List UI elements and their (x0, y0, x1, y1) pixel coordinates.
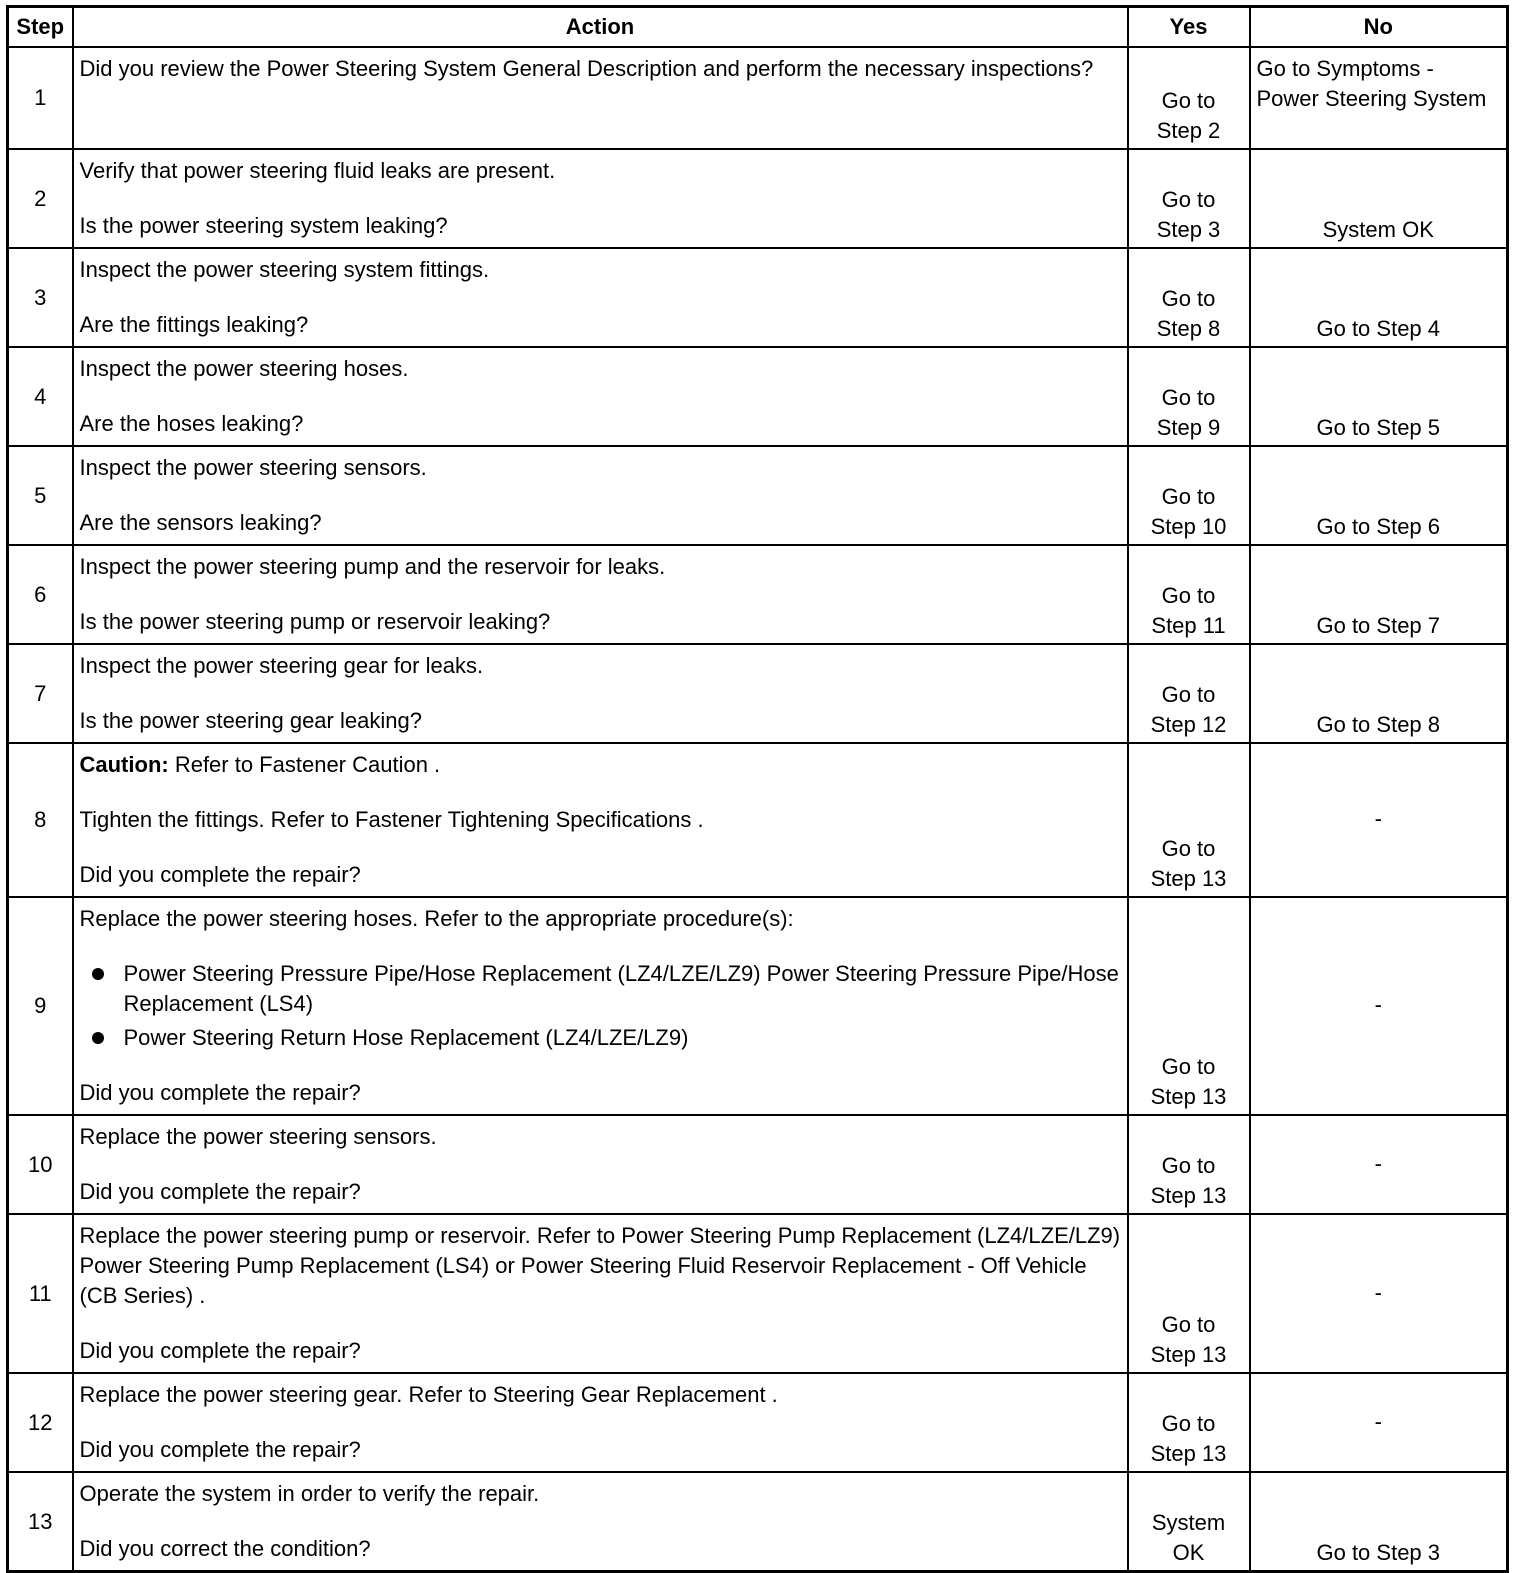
yes-cell (1128, 1373, 1250, 1472)
action-text: Did you complete the repair? (79, 1179, 361, 1204)
step-number: 11 (8, 1214, 73, 1373)
yes-cell (1128, 248, 1250, 347)
action-text: Are the sensors leaking? (79, 510, 322, 535)
action-paragraph (80, 255, 1121, 285)
action-paragraph (80, 409, 1121, 439)
yes-line: Go to (1161, 682, 1216, 707)
header-row (8, 7, 1508, 48)
yes-line: Step 9 (1156, 415, 1221, 440)
yes-line: Go to (1161, 1153, 1216, 1178)
table-row (8, 149, 1508, 248)
yes-line: Go to (1161, 88, 1216, 113)
procedure-link: Power Steering Pressure Pipe/Hose Replacement (LZ4/LZE/LZ9) Power Steering Pressure Pipe/Hose Replacement (LS4) (123, 961, 1119, 1016)
yes-cell (1128, 149, 1250, 248)
action-text: Did you complete the repair? (79, 1437, 361, 1462)
action-paragraph (80, 904, 1121, 934)
yes-line: Go to (1161, 187, 1216, 212)
action-paragraph (80, 607, 1121, 637)
header-step: Step (8, 7, 73, 48)
action-cell (73, 1115, 1128, 1214)
no-cell: Go to Step 8 (1250, 644, 1508, 743)
action-text: Verify that power steering fluid leaks are present. (79, 158, 556, 183)
action-text: Refer to Fastener Caution . (168, 752, 441, 777)
step-number: 9 (8, 897, 73, 1115)
yes-line: Step 13 (1150, 1441, 1227, 1466)
yes-line: Step 13 (1150, 1084, 1227, 1109)
no-cell: - (1250, 1115, 1508, 1214)
action-text: Is the power steering system leaking? (79, 213, 448, 238)
action-paragraph (80, 750, 1121, 780)
no-cell: Go to Step 5 (1250, 347, 1508, 446)
procedure-list (80, 959, 1121, 1053)
action-text: Did you complete the repair? (79, 1080, 361, 1105)
no-cell: Go to Symptoms - Power Steering System (1250, 47, 1508, 149)
yes-cell (1128, 1115, 1250, 1214)
table-row (8, 1115, 1508, 1214)
action-text: Is the power steering gear leaking? (79, 708, 422, 733)
table-row (8, 644, 1508, 743)
action-paragraph (80, 1078, 1121, 1108)
action-text: Are the hoses leaking? (79, 411, 304, 436)
bullet-icon (92, 968, 104, 980)
action-paragraph (80, 1122, 1121, 1152)
no-cell: - (1250, 1214, 1508, 1373)
action-paragraph (80, 706, 1121, 736)
yes-line: Go to (1161, 1411, 1216, 1436)
yes-line: Go to (1161, 385, 1216, 410)
action-paragraph (80, 1479, 1121, 1509)
table-row (8, 248, 1508, 347)
diagnostic-table (6, 5, 1509, 1573)
action-paragraph (80, 1534, 1121, 1564)
action-text: Inspect the power steering gear for leaks. (79, 653, 484, 678)
header-action: Action (73, 7, 1128, 48)
yes-line: Step 2 (1156, 118, 1221, 143)
action-paragraph (80, 1380, 1121, 1410)
step-number: 4 (8, 347, 73, 446)
action-text: Replace the power steering pump or reservoir. Refer to Power Steering Pump Replacement (LZ4/LZE/LZ9) Power Steering Pump Replacement (LS4) or Power Steering Fluid Reservoir Replacement - Off Vehicle (CB Series) . (79, 1223, 1121, 1308)
action-cell (73, 743, 1128, 897)
yes-line: Go to (1161, 1054, 1216, 1079)
action-text: Did you complete the repair? (79, 862, 361, 887)
action-text: Did you correct the condition? (79, 1536, 371, 1561)
yes-cell (1128, 347, 1250, 446)
action-paragraph (80, 1177, 1121, 1207)
action-text: Inspect the power steering hoses. (79, 356, 409, 381)
action-cell (73, 149, 1128, 248)
yes-line: Step 8 (1156, 316, 1221, 341)
action-text: Inspect the power steering sensors. (79, 455, 427, 480)
yes-cell (1128, 743, 1250, 897)
action-text: Operate the system in order to verify the repair. (79, 1481, 540, 1506)
action-text: Inspect the power steering pump and the reservoir for leaks. (79, 554, 666, 579)
step-number: 1 (8, 47, 73, 149)
yes-line: Step 12 (1150, 712, 1227, 737)
action-text: Replace the power steering gear. Refer to Steering Gear Replacement . (79, 1382, 778, 1407)
yes-line: Step 13 (1150, 1342, 1227, 1367)
action-text: Inspect the power steering system fittings. (79, 257, 490, 282)
action-cell (73, 545, 1128, 644)
action-text: Did you review the Power Steering System General Description and perform the necessary inspections? (79, 56, 1094, 81)
yes-line: System (1151, 1510, 1226, 1535)
step-number: 10 (8, 1115, 73, 1214)
action-paragraph (80, 651, 1121, 681)
table-row (8, 1373, 1508, 1472)
action-paragraph (80, 310, 1121, 340)
procedure-item (124, 1023, 1121, 1053)
action-text: Did you complete the repair? (79, 1338, 361, 1363)
yes-line: Step 13 (1150, 866, 1227, 891)
table-row (8, 1472, 1508, 1572)
action-cell (73, 47, 1128, 149)
action-paragraph (80, 508, 1121, 538)
no-cell: Go to Step 7 (1250, 545, 1508, 644)
action-cell (73, 347, 1128, 446)
action-text: Is the power steering pump or reservoir leaking? (79, 609, 551, 634)
action-paragraph (80, 54, 1121, 84)
yes-line: Step 11 (1151, 613, 1226, 638)
step-number: 8 (8, 743, 73, 897)
yes-line: Go to (1161, 583, 1216, 608)
yes-line: Step 10 (1150, 514, 1227, 539)
table-row (8, 743, 1508, 897)
yes-cell (1128, 47, 1250, 149)
yes-line: Go to (1161, 836, 1216, 861)
yes-cell (1128, 897, 1250, 1115)
bullet-icon (92, 1032, 104, 1044)
step-number: 7 (8, 644, 73, 743)
step-number: 2 (8, 149, 73, 248)
header-yes: Yes (1128, 7, 1250, 48)
action-text: Replace the power steering sensors. (79, 1124, 437, 1149)
yes-line: Go to (1161, 1312, 1216, 1337)
no-cell: - (1250, 897, 1508, 1115)
procedure-link: Power Steering Return Hose Replacement (LZ4/LZE/LZ9) (123, 1025, 689, 1050)
yes-line: Step 3 (1156, 217, 1221, 242)
action-paragraph (80, 1435, 1121, 1465)
action-text: Are the fittings leaking? (79, 312, 309, 337)
table-row (8, 545, 1508, 644)
action-paragraph (80, 860, 1121, 890)
no-cell: Go to Step 3 (1250, 1472, 1508, 1572)
step-number: 3 (8, 248, 73, 347)
action-paragraph (80, 552, 1121, 582)
no-cell: Go to Step 6 (1250, 446, 1508, 545)
action-text: Replace the power steering hoses. Refer to the appropriate procedure(s): (79, 906, 794, 931)
action-text: Tighten the fittings. Refer to Fastener Tightening Specifications . (79, 807, 704, 832)
action-cell (73, 446, 1128, 545)
action-paragraph (80, 211, 1121, 241)
yes-line: Go to (1161, 286, 1216, 311)
action-paragraph (80, 354, 1121, 384)
step-number: 12 (8, 1373, 73, 1472)
table-row (8, 1214, 1508, 1373)
yes-cell (1128, 644, 1250, 743)
caution-label: Caution: (79, 752, 169, 777)
action-cell (73, 1214, 1128, 1373)
yes-line: OK (1172, 1540, 1205, 1565)
no-cell: - (1250, 1373, 1508, 1472)
yes-line: Step 13 (1150, 1183, 1227, 1208)
no-cell: Go to Step 4 (1250, 248, 1508, 347)
action-cell (73, 1472, 1128, 1572)
no-cell: System OK (1250, 149, 1508, 248)
action-paragraph (80, 1221, 1121, 1311)
yes-cell (1128, 545, 1250, 644)
action-cell (73, 1373, 1128, 1472)
action-paragraph (80, 453, 1121, 483)
yes-cell (1128, 1214, 1250, 1373)
table-row (8, 446, 1508, 545)
table-row (8, 47, 1508, 149)
step-number: 13 (8, 1472, 73, 1572)
table-row (8, 897, 1508, 1115)
procedure-item (124, 959, 1121, 1019)
no-cell: - (1250, 743, 1508, 897)
action-paragraph (80, 1336, 1121, 1366)
table-row (8, 347, 1508, 446)
yes-cell (1128, 1472, 1250, 1572)
step-number: 5 (8, 446, 73, 545)
yes-cell (1128, 446, 1250, 545)
yes-line: Go to (1161, 484, 1216, 509)
step-number: 6 (8, 545, 73, 644)
action-cell (73, 248, 1128, 347)
action-paragraph (80, 805, 1121, 835)
action-cell (73, 644, 1128, 743)
header-no: No (1250, 7, 1508, 48)
action-paragraph (80, 156, 1121, 186)
action-cell (73, 897, 1128, 1115)
